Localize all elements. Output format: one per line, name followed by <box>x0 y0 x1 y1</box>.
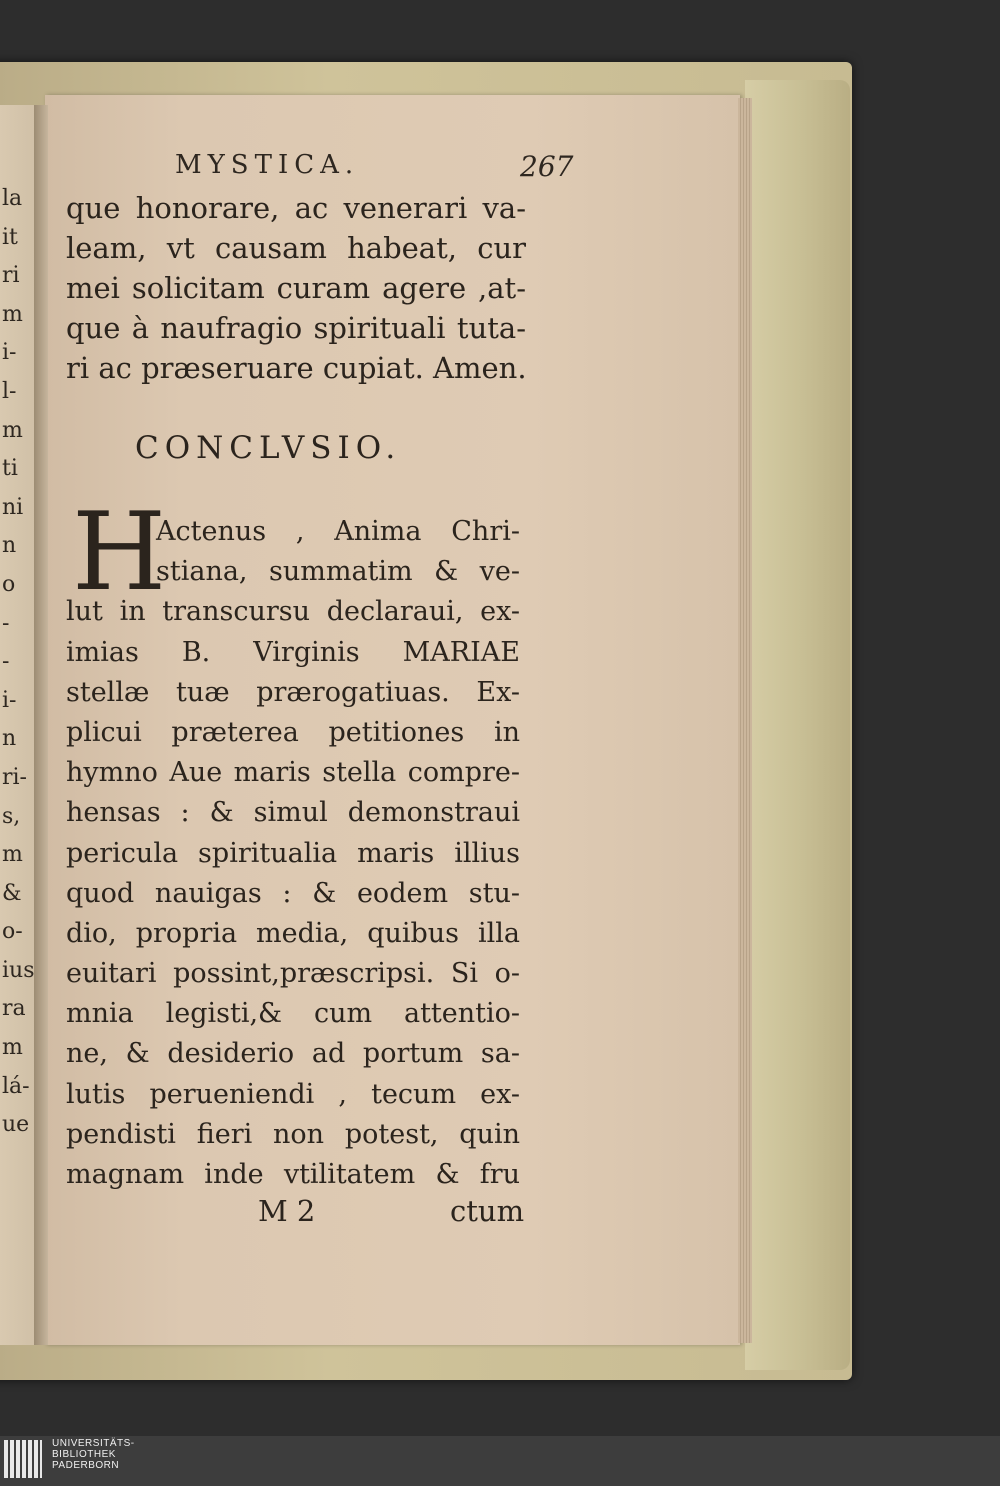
text-line: que à naufragio spirituali tuta- <box>66 311 526 345</box>
left-page-fragment: it <box>2 224 18 250</box>
gutter <box>34 105 48 1345</box>
drop-cap: H <box>72 490 167 615</box>
left-page-fragment: n <box>2 533 17 559</box>
left-page-fragment: lá- <box>2 1073 30 1099</box>
text-line: magnam inde vtilitatem & fru <box>66 1159 520 1190</box>
text-line: ri ac præseruare cupiat. Amen. <box>66 351 527 385</box>
text-line: plicui præterea petitiones in <box>66 716 520 748</box>
signature-mark: M 2 <box>258 1194 316 1228</box>
left-page-fragments <box>2 180 35 1145</box>
left-page-fragment: n <box>2 726 17 752</box>
left-page-fragment: - <box>2 610 10 636</box>
text-line: leam, vt causam habeat, cur <box>66 231 526 265</box>
library-name-line: PADERBORN <box>52 1460 120 1471</box>
text-line: lut in transcursu declaraui, ex- <box>66 596 520 628</box>
text-line: stiana, summatim & ve- <box>156 556 520 588</box>
left-page-fragment: ri- <box>2 764 27 790</box>
text-line: lutis perueniendi , tecum ex- <box>66 1078 520 1110</box>
left-page-fragment: l- <box>2 378 17 404</box>
prayer-text <box>66 188 526 388</box>
left-page-fragment: ri <box>2 263 20 289</box>
text-line: imias B. Virginis MARIAE <box>66 636 520 668</box>
left-page-fragment: m <box>2 301 23 327</box>
text-line: Actenus , Anima Chri- <box>156 516 520 547</box>
text-line: ne, & desiderio ad portum sa- <box>66 1038 520 1070</box>
text-line: euitari possint,præscripsi. Si o- <box>66 958 520 990</box>
left-page-fragment: o- <box>2 919 23 945</box>
left-page-fragment: la <box>2 186 23 211</box>
left-page-fragment: i- <box>2 687 17 713</box>
library-name-line: UNIVERSITÄTS- <box>52 1438 135 1449</box>
text-line: pendisti fieri non potest, quin <box>66 1118 520 1150</box>
section-heading: CONCLVSIO. <box>135 430 402 466</box>
left-page-fragment: s, <box>2 803 21 829</box>
left-page-fragment: ra <box>2 996 26 1022</box>
text-line: mei solicitam curam agere ,at- <box>66 271 526 305</box>
running-head: MYSTICA. <box>175 150 360 180</box>
library-name-line: BIBLIOTHEK <box>52 1449 116 1460</box>
text-line: quod nauigas : & eodem stu- <box>66 877 520 909</box>
left-page-fragment: i- <box>2 340 17 366</box>
cover-flap <box>745 80 850 1370</box>
text-line: hensas : & simul demonstraui <box>66 797 520 829</box>
left-page-fragment: & <box>2 880 22 906</box>
library-name <box>52 1438 135 1471</box>
text-line: que honorare, ac venerari va- <box>66 191 526 225</box>
left-page-fragment: - <box>2 649 10 675</box>
left-page-fragment: m <box>2 842 23 868</box>
page-stack-edge <box>738 98 752 1343</box>
text-line: mnia legisti,& cum attentio- <box>66 998 520 1030</box>
text-line: hymno Aue maris stella compre- <box>66 757 520 789</box>
left-page-fragment: m <box>2 417 23 443</box>
body-text <box>66 512 520 1195</box>
left-page-fragment: ue <box>2 1112 30 1138</box>
left-page-fragment: ius <box>2 957 35 983</box>
catchword: ctum <box>450 1194 525 1228</box>
library-logo-icon <box>4 1440 44 1478</box>
left-page-fragment: m <box>2 1035 23 1061</box>
text-line: dio, propria media, quibus illa <box>66 917 520 949</box>
text-line: stellæ tuæ prærogatiuas. Ex- <box>66 676 520 708</box>
left-page-fragment: ti <box>2 456 18 482</box>
library-footer <box>0 1436 1000 1486</box>
page-number: 267 <box>520 150 574 183</box>
text-line: pericula spiritualia maris illius <box>66 837 520 869</box>
left-page-fragment: ni <box>2 494 24 520</box>
left-page-fragment: o <box>2 571 16 597</box>
